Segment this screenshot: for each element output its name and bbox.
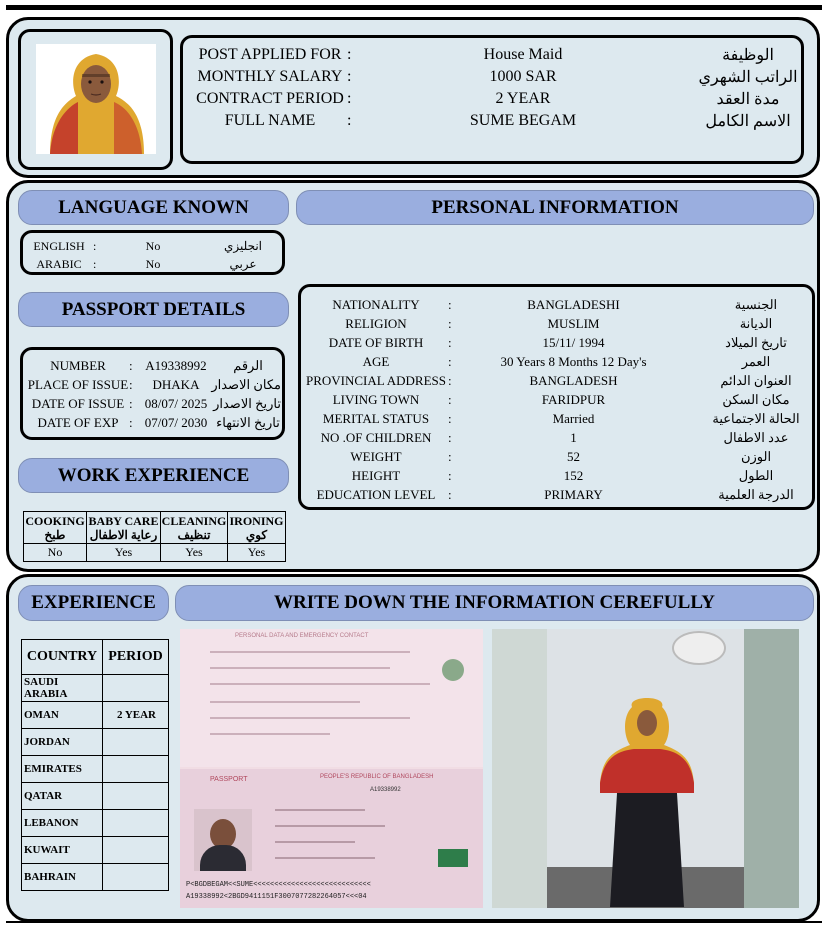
salary-row: MONTHLY SALARY : 1000 SAR الراتب الشهري: [183, 66, 803, 88]
post-ar: الوظيفة: [722, 47, 774, 64]
passport-scan-image: [180, 629, 483, 908]
work-cooking-head: COOKING طبخ: [25, 513, 85, 542]
photo-box: [18, 29, 173, 170]
passport-photo: [194, 809, 252, 871]
dob-row: DATE OF BIRTH : 15/11/ 1994 تاريخ الميلاد: [328, 334, 787, 350]
town-row: LIVING TOWN : FARIDPUR مكان السكن: [332, 391, 790, 407]
contract-label: CONTRACT PERIOD: [196, 90, 344, 107]
address-row: PROVINCIAL ADDRESS : BANGLADESH العنوان الدائم: [305, 372, 792, 388]
language-title: LANGUAGE KNOWN: [18, 190, 289, 225]
contract-ar: مدة العقد: [716, 91, 780, 108]
woman-figure: [582, 697, 712, 907]
lang-english-row: ENGLISH : No انجليزي: [33, 239, 263, 253]
education-row: EDUCATION LEVEL : PRIMARY الدرجة العلمية: [316, 486, 794, 502]
experience-section: [6, 574, 820, 922]
work-table: [23, 511, 286, 562]
table-row: LEBANON: [22, 810, 169, 837]
work-ironing-head: IRONING كوي: [229, 513, 284, 542]
work-cleaning-value: Yes: [161, 544, 228, 562]
passport-country-heading: PEOPLE'S REPUBLIC OF BANGLADESH: [320, 774, 434, 780]
notice-title: WRITE DOWN THE INFORMATION CEREFULLY: [175, 585, 814, 621]
applicant-photo: [36, 44, 156, 154]
table-row: SAUDI ARABIA: [22, 675, 169, 702]
passport-issue-row: DATE OF ISSUE : 08/07/ 2025 تاريخ الاصدار: [31, 395, 281, 411]
table-row: KUWAIT: [22, 837, 169, 864]
passport-exp-row: DATE OF EXP : 07/07/ 2030 تاريخ الانتهاء: [37, 414, 280, 430]
table-row: JORDAN: [22, 729, 169, 756]
passport-mrz-line-2: A19338992<2BGD9411151F3007077282264057<<<04: [186, 893, 367, 901]
name-row: FULL NAME : SUME BEGAM الاسم الكامل: [183, 110, 803, 132]
passport-upper-heading: PERSONAL DATA AND EMERGENCY CONTACT: [235, 633, 369, 639]
contract-row: CONTRACT PERIOD : 2 YEAR مدة العقد: [183, 88, 803, 110]
contract-value: 2 YEAR: [495, 90, 551, 107]
salary-ar: الراتب الشهري: [698, 69, 798, 86]
passport-number-print: A19338992: [370, 787, 401, 793]
details-section: [6, 180, 820, 572]
table-row: OMAN 2 YEAR: [22, 702, 169, 729]
post-label: POST APPLIED FOR: [198, 46, 342, 63]
work-babycare-head: BABY CARE رعاية الاطفال: [87, 512, 161, 544]
work-ironing-value: Yes: [228, 544, 286, 562]
job-info-box: [180, 35, 804, 164]
passport-upper-page: [180, 629, 483, 767]
personal-box: [298, 284, 815, 510]
top-rule: [6, 5, 822, 10]
weight-row: WEIGHT : 52 الوزن: [350, 448, 772, 464]
experience-table: [21, 639, 169, 891]
work-cleaning-head: CLEANING تنظيف: [161, 513, 227, 542]
nationality-row: NATIONALITY : BANGLADESHI الجنسية: [332, 296, 778, 312]
height-row: HEIGHT : 152 الطول: [351, 467, 774, 483]
table-row: QATAR: [22, 783, 169, 810]
passport-title: PASSPORT DETAILS: [18, 292, 289, 327]
passport-lower-heading: PASSPORT: [210, 776, 248, 783]
passport-number-row: NUMBER : A19338992 الرقم: [50, 357, 263, 373]
work-babycare-value: Yes: [87, 544, 161, 562]
post-row: POST APPLIED FOR : House Maid الوظيفة: [183, 44, 803, 66]
children-row: NO .OF CHILDREN : 1 عدد الاطفال: [320, 429, 789, 445]
experience-title: EXPERIENCE: [18, 585, 169, 621]
religion-row: RELIGION : MUSLIM الديانة: [345, 315, 773, 331]
table-row: EMIRATES: [22, 756, 169, 783]
passport-place-row: PLACE OF ISSUE : DHAKA مكان الاصدار: [27, 376, 281, 392]
marital-row: MERITAL STATUS : Married الحالة الاجتماعية: [322, 410, 800, 426]
lang-arabic-row: ARABIC : No عربي: [36, 257, 257, 271]
fan-icon: [672, 631, 726, 665]
personal-title: PERSONAL INFORMATION: [296, 190, 814, 225]
work-cooking-value: No: [24, 544, 87, 562]
language-box: [20, 230, 285, 275]
header-section: [6, 17, 820, 178]
work-title: WORK EXPERIENCE: [18, 458, 289, 493]
passport-mrz-line-1: P<BGDBEGAM<<SUME<<<<<<<<<<<<<<<<<<<<<<<<<<<<: [186, 881, 371, 889]
period-head: PERIOD: [103, 640, 169, 675]
full-body-photo: [492, 629, 799, 908]
country-head: COUNTRY: [22, 640, 103, 675]
passport-box: [20, 347, 285, 440]
name-value: SUME BEGAM: [469, 112, 577, 129]
salary-value: 1000 SAR: [489, 68, 557, 85]
bottom-rule: [6, 921, 822, 923]
age-row: AGE : 30 Years 8 Months 12 Day's العمر: [362, 353, 771, 369]
name-ar: الاسم الكامل: [705, 113, 791, 130]
name-label: FULL NAME: [224, 112, 316, 129]
salary-label: MONTHLY SALARY: [197, 68, 343, 85]
post-value: House Maid: [483, 46, 563, 63]
table-row: BAHRAIN: [22, 864, 169, 891]
passport-lower-page: [180, 769, 483, 908]
